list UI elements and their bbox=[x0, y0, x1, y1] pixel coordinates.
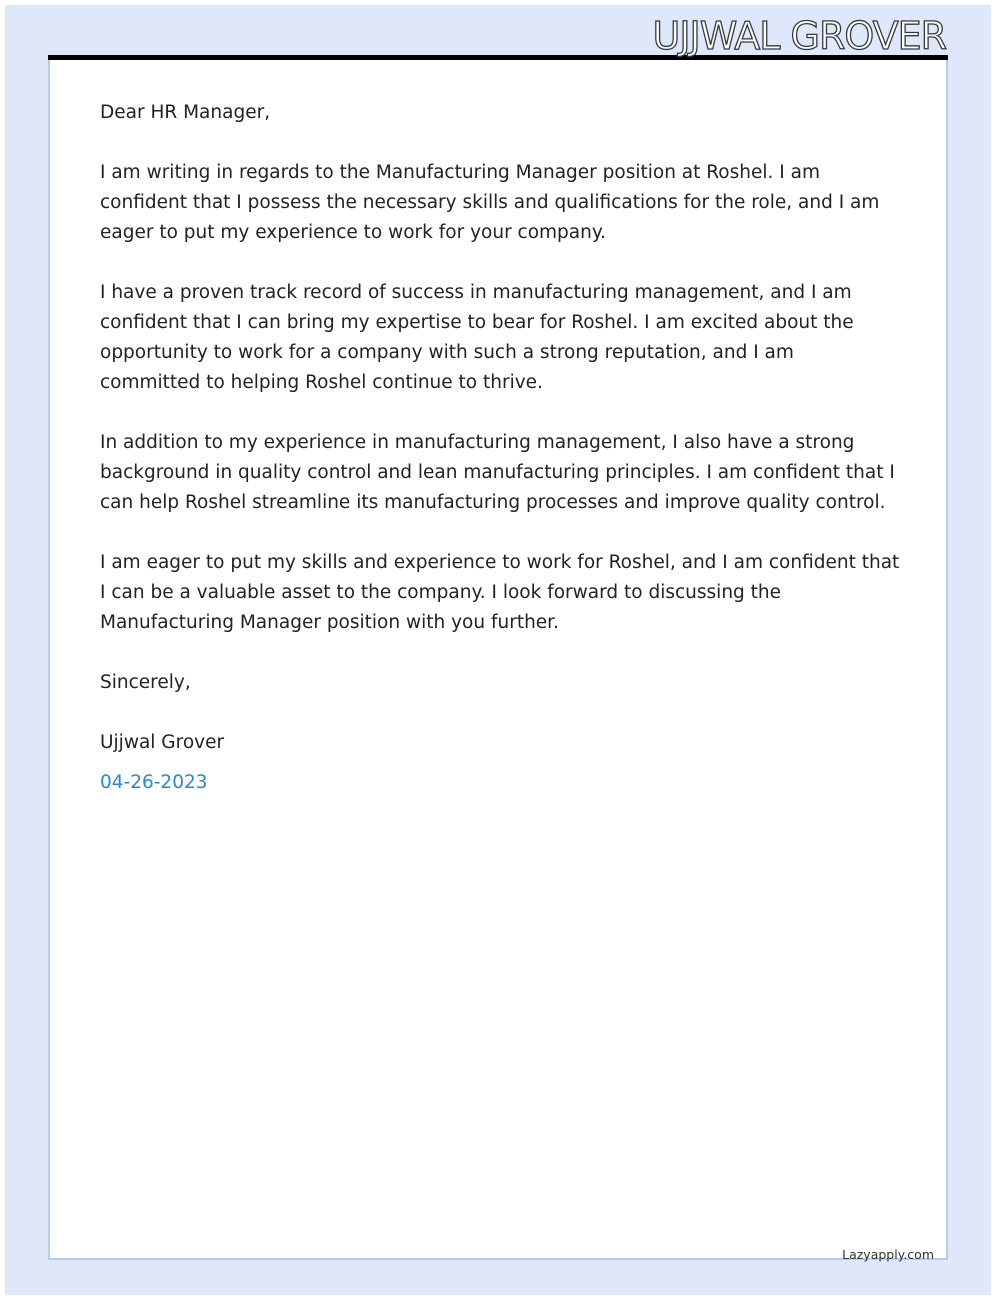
header-name: UJJWAL GROVER bbox=[652, 14, 946, 58]
salutation: Dear HR Manager, bbox=[100, 102, 271, 123]
paragraph-4: I am eager to put my skills and experience to work for Roshel, and I am confident that I can be a valuable asset to the company. I look forward to discussing the Manufacturing Manager position with you further. bbox=[100, 552, 900, 633]
closing: Sincerely, bbox=[100, 672, 191, 693]
paragraph-1: I am writing in regards to the Manufacturing Manager position at Roshel. I am confident that I possess the necessary skills and qualifications for the role, and I am eager to put my experience to work for your company. bbox=[100, 162, 880, 243]
letter-date: 04-26-2023 bbox=[100, 772, 208, 793]
letter-body bbox=[100, 98, 900, 828]
paragraph-2: I have a proven track record of success in manufacturing management, and I am confident that I can bring my expertise to bear for Roshel. I am excited about the opportunity to work for a company with such a strong reputation, and I am committed to helping Roshel continue to thrive. bbox=[100, 282, 854, 393]
signature: Ujjwal Grover bbox=[100, 732, 225, 753]
footer-credit: Lazyapply.com bbox=[842, 1247, 934, 1262]
paragraph-3: In addition to my experience in manufacturing management, I also have a strong background in quality control and lean manufacturing principles. I am confident that I can help Roshel streamline its manufacturing processes and improve quality control. bbox=[100, 432, 895, 513]
